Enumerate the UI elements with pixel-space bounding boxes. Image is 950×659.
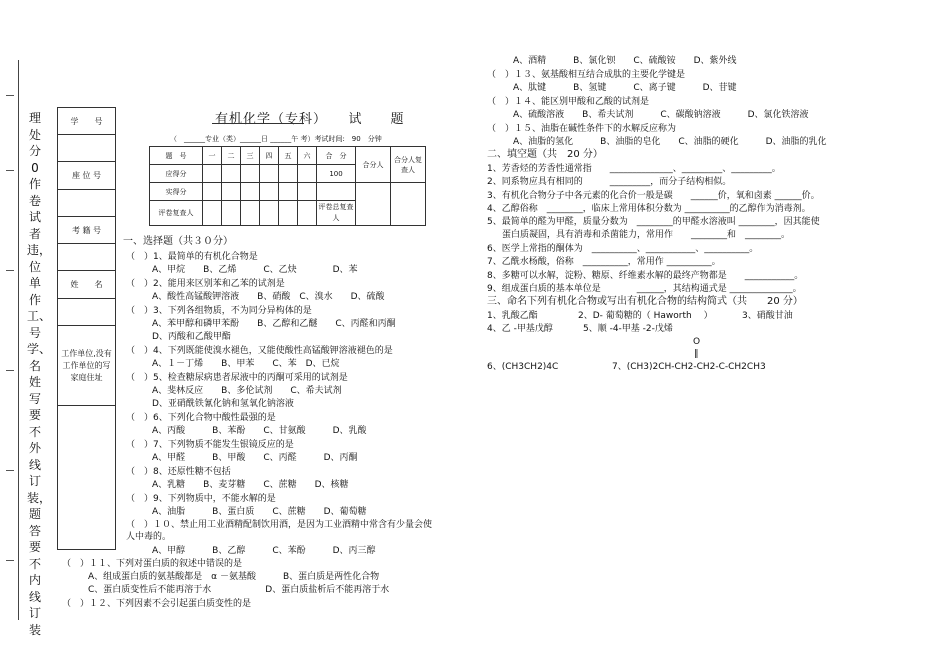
margin-line <box>18 60 19 620</box>
row-label: 应得分 <box>150 165 203 183</box>
naming-item: 6、(CH3CH2)4C <box>487 362 559 372</box>
fill-question: 1、芳香烃的芳香性通常指 ______________、_________、_________。 <box>487 164 781 174</box>
margin-tick <box>6 560 14 561</box>
question: （ ）3、下列各组物质，不为同分异构体的是 <box>126 306 312 316</box>
naming-item: 4、乙 -甲基戊醇 <box>487 324 553 334</box>
fill-question: 4、乙醇俗称 ________，临床上常用体积分数为 __________的乙醇作为消毒剂。 <box>487 204 811 214</box>
options: D、亚硝酰铁氰化钠和氢氧化钠溶液 <box>152 399 294 409</box>
carbonyl-oxygen: O <box>693 337 701 347</box>
table-header: 题 号 <box>150 147 203 165</box>
naming-item: 2、D- 葡萄糖的（ Haworth ） <box>578 311 713 321</box>
double-bond: ‖ <box>694 349 699 359</box>
options: A、肽键 B、氢键 C、离子键 D、苷键 <box>513 83 737 93</box>
table-header: 一 <box>203 147 222 165</box>
table-header: 四 <box>260 147 279 165</box>
section-heading: 一、选择题（共３０分） <box>123 236 233 247</box>
question: （ ）9、下列物质中，不能水解的是 <box>126 494 276 504</box>
margin-tick <box>6 270 14 271</box>
question: （ ）1、最简单的有机化合物是 <box>126 252 258 262</box>
row-label: 评卷复查人 <box>150 201 203 226</box>
options: A、酒精 B、氯化钡 C、硫酸铵 D、紫外线 <box>513 56 737 66</box>
exam-no-field[interactable] <box>58 244 115 271</box>
options: A、硫酸溶液 B、希夫试剂 C、碳酸钠溶液 D、氯化铁溶液 <box>513 110 809 120</box>
student-info-box <box>57 107 116 550</box>
question: （ ）１０、禁止用工业酒精配制饮用酒，是因为工业酒精中常含有少量会使 <box>126 520 433 530</box>
table-header: 合分人 <box>356 147 391 183</box>
fill-question: 7、乙酰水杨酸，俗称 __________，常用作 __________。 <box>487 257 721 267</box>
naming-item: 3、硝酸甘油 <box>742 311 793 321</box>
naming-item: 5、顺 -4-甲基 -2-戊烯 <box>583 324 673 334</box>
fill-question: 蛋白质凝固，具有消毒和杀菌能力，常用作 ________和 ________。 <box>502 230 791 240</box>
table-header: 二 <box>222 147 241 165</box>
workplace-field[interactable] <box>58 406 115 547</box>
section-heading: 三、命名下列有机化合物或写出有机化合物的结构简式（共 20 分） <box>487 296 803 307</box>
score-table <box>149 146 426 226</box>
question: （ ）2、能用来区别苯和乙苯的试剂是 <box>126 279 285 289</box>
options: A、苯甲醇和磷甲苯酚 B、乙醇和乙醚 C、丙醛和丙酮 <box>152 319 396 329</box>
question: （ ）6、下列化合物中酸性最强的是 <box>126 413 276 423</box>
options: C、蛋白质变性后不能再溶于水 D、蛋白质盐析后不能再溶于水 <box>88 585 390 595</box>
question: （ ）１４、能区别甲酸和乙酸的试剂是 <box>487 97 650 107</box>
seat-no-field[interactable] <box>58 190 115 217</box>
naming-item: 1、乳酸乙酯 <box>487 311 538 321</box>
question: （ ）１２、下列因素不会引起蛋白质变性的是 <box>62 599 252 609</box>
options: A、油脂的氢化 B、油脂的皂化 C、油脂的硬化 D、油脂的乳化 <box>513 137 827 147</box>
question: （ ）8、还原性糖不包括 <box>126 467 231 477</box>
margin-tick <box>6 95 14 96</box>
exam-title: 有机化学（专科） 试 题 <box>215 112 405 127</box>
section-heading: 二、填空题（共 20 分） <box>487 149 603 160</box>
row-label: 实得分 <box>150 183 203 201</box>
margin-tick <box>6 170 14 171</box>
name-label: 姓 名 <box>58 271 115 299</box>
workplace-label: 工作单位,没有工作单位的写家庭住址 <box>58 326 115 406</box>
question: （ ）7、下列物质不能发生银镜反应的是 <box>126 440 294 450</box>
options: A、丙酸 B、苯酚 C、甘氨酸 D、乳酸 <box>152 426 367 436</box>
table-header: 合分人复查人 <box>391 147 426 183</box>
total-score: 100 <box>317 165 356 183</box>
student-no-field[interactable] <box>58 135 115 162</box>
options: A、１－丁烯 B、甲苯 C、苯 D、已烷 <box>152 359 340 369</box>
margin-tick <box>6 370 14 371</box>
name-field[interactable] <box>58 299 115 326</box>
question: （ ）１３、氨基酸相互结合成肽的主要化学键是 <box>487 70 686 80</box>
student-no-label: 学 号 <box>58 108 115 135</box>
fill-question: 9、组成蛋白质的基本单位是 ______，其结构通式是 ______________。 <box>487 284 802 294</box>
table-header: 六 <box>298 147 317 165</box>
fill-question: 3、有机化合物分子中各元素的化合价一般是碳 ______价，氧和卤素 ______价。 <box>487 191 820 201</box>
fill-question: 5、最简单的醛为甲醛，质量分数为 ________的甲醛水溶液叫 ________，因其能使 <box>487 217 820 227</box>
fill-question: 8、多糖可以水解，淀粉、糖原、纤维素水解的最终产物都是 ___________。 <box>487 271 804 281</box>
fill-question: 6、医学上常指的酮体为 __________、___________、__________。 <box>487 244 759 254</box>
options: D、丙酸和乙酸甲酯 <box>152 332 231 342</box>
question: （ ）4、下列既能使溴水褪色，又能使酸性高锰酸钾溶液褪色的是 <box>126 346 393 356</box>
options: A、斐林反应 B、多伦试剂 C、希夫试剂 <box>152 386 342 396</box>
exam-no-label: 考 籍 号 <box>58 217 115 244</box>
table-header: 合 分 <box>317 147 356 165</box>
options: A、酸性高锰酸钾溶液 B、硝酸 C、溴水 D、硫酸 <box>152 292 385 302</box>
question: （ ）１１、下列对蛋白质的叙述中错误的是 <box>62 559 243 569</box>
row-note: 评卷总复查人 <box>317 201 356 226</box>
options: A、组成蛋白质的氨基酸都是 α －氨基酸 B、蛋白质是两性化合物 <box>88 572 380 582</box>
options: A、甲醛 B、甲酸 C、丙醛 D、丙酮 <box>152 453 358 463</box>
options: A、甲烷 B、乙烯 C、乙炔 D、苯 <box>152 265 358 275</box>
seat-no-label: 座 位 号 <box>58 162 115 190</box>
question: （ ）１５、油脂在碱性条件下的水解反应称为 <box>487 124 677 134</box>
table-header: 五 <box>279 147 298 165</box>
options: A、油脂 B、蛋白质 C、蔗糖 D、葡萄糖 <box>152 507 367 517</box>
question: （ ）5、检查糖尿病患者尿液中的丙酮可采用的试剂是 <box>126 373 348 383</box>
naming-item: 7、(CH3)2CH-CH2-CH2-C-CH2CH3 <box>612 362 766 372</box>
binding-note: 理处分0作卷试者违，位单作工、号学、名姓写要不外线订装，题答要不内线订装 <box>27 111 52 637</box>
margin-tick <box>6 470 14 471</box>
exam-meta: （ ______专业（类）______日 ______午 考）考试时间: 90 分钟 <box>170 135 382 143</box>
title-underline <box>212 123 304 124</box>
fill-question: 2、同系物应具有相同的 _________，而分子结构相似。 <box>487 177 732 187</box>
table-header: 三 <box>241 147 260 165</box>
question: 人中毒的。 <box>126 532 172 542</box>
options: A、甲醇 B、乙醇 C、苯酚 D、丙三醇 <box>152 546 376 556</box>
options: A、乳糖 B、麦芽糖 C、蔗糖 D、核糖 <box>152 480 349 490</box>
